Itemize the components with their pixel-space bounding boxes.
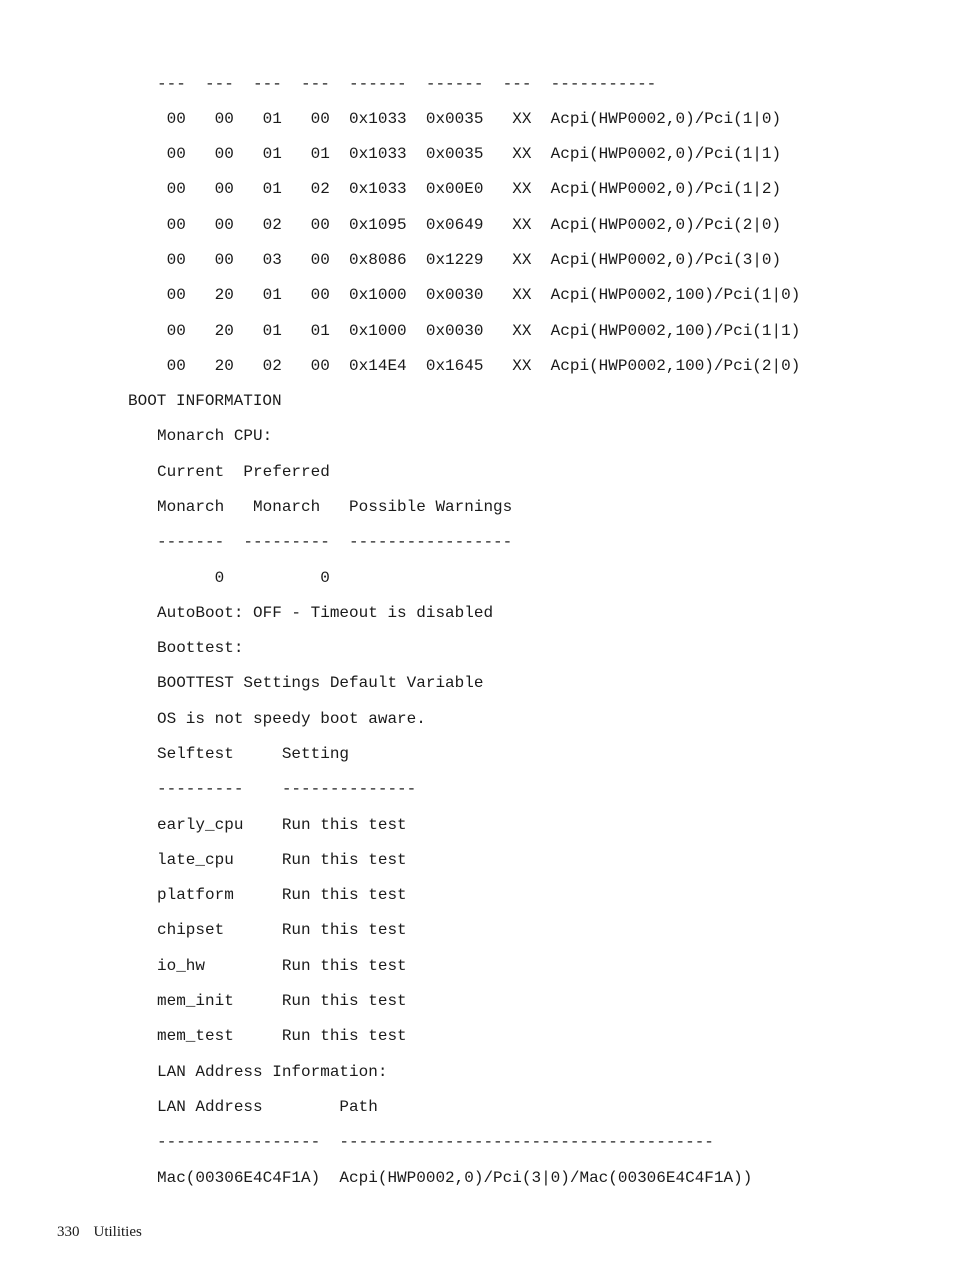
lan-address-header: LAN Address Path: [157, 1098, 378, 1116]
monarch-values: 0 0: [157, 569, 330, 587]
pci-table-row: 00 00 02 00 0x1095 0x0649 XX Acpi(HWP0002,0)/Pci(2|0): [157, 216, 782, 234]
page-footer: [57, 1222, 142, 1242]
selftest-header: Selftest Setting: [157, 745, 350, 763]
boot-information-heading: BOOT INFORMATION: [128, 392, 282, 410]
boottest-label: Boottest:: [157, 639, 244, 657]
selftest-separator: --------- --------------: [157, 780, 417, 798]
selftest-row: platform Run this test: [157, 886, 407, 904]
monarch-header-line-1: Current Preferred: [157, 463, 330, 481]
selftest-row: late_cpu Run this test: [157, 851, 407, 869]
selftest-row: io_hw Run this test: [157, 957, 407, 975]
pci-table-row: 00 00 03 00 0x8086 0x1229 XX Acpi(HWP0002,0)/Pci(3|0): [157, 251, 782, 269]
pci-table-row: 00 20 01 00 0x1000 0x0030 XX Acpi(HWP0002,100)/Pci(1|0): [157, 286, 801, 304]
selftest-row: early_cpu Run this test: [157, 816, 407, 834]
page-number: 330: [57, 1224, 80, 1240]
footer-section-title: Utilities: [93, 1224, 142, 1240]
lan-address-row: Mac(00306E4C4F1A) Acpi(HWP0002,0)/Pci(3|0)/Mac(00306E4C4F1A)): [157, 1169, 753, 1187]
monarch-separator: ------- --------- -----------------: [157, 533, 513, 551]
pci-table-row: 00 20 02 00 0x14E4 0x1645 XX Acpi(HWP0002,100)/Pci(2|0): [157, 357, 801, 375]
boottest-settings: BOOTTEST Settings Default Variable: [157, 674, 484, 692]
autoboot-status: AutoBoot: OFF - Timeout is disabled: [157, 604, 494, 622]
pci-table-separator: --- --- --- --- ------ ------ --- -----------: [157, 75, 657, 93]
pci-table-row: 00 00 01 00 0x1033 0x0035 XX Acpi(HWP0002,0)/Pci(1|0): [157, 110, 782, 128]
pci-table-row: 00 00 01 01 0x1033 0x0035 XX Acpi(HWP0002,0)/Pci(1|1): [157, 145, 782, 163]
pci-table-row: 00 00 01 02 0x1033 0x00E0 XX Acpi(HWP0002,0)/Pci(1|2): [157, 180, 782, 198]
selftest-row: chipset Run this test: [157, 921, 407, 939]
monarch-header-line-2: Monarch Monarch Possible Warnings: [157, 498, 513, 516]
monarch-cpu-label: Monarch CPU:: [157, 427, 273, 445]
lan-address-separator: ----------------- ---------------------------------------: [157, 1133, 714, 1151]
selftest-row: mem_test Run this test: [157, 1027, 407, 1045]
pci-table-row: 00 20 01 01 0x1000 0x0030 XX Acpi(HWP0002,100)/Pci(1|1): [157, 322, 801, 340]
selftest-row: mem_init Run this test: [157, 992, 407, 1010]
speedy-boot-note: OS is not speedy boot aware.: [157, 710, 426, 728]
lan-address-label: LAN Address Information:: [157, 1063, 388, 1081]
